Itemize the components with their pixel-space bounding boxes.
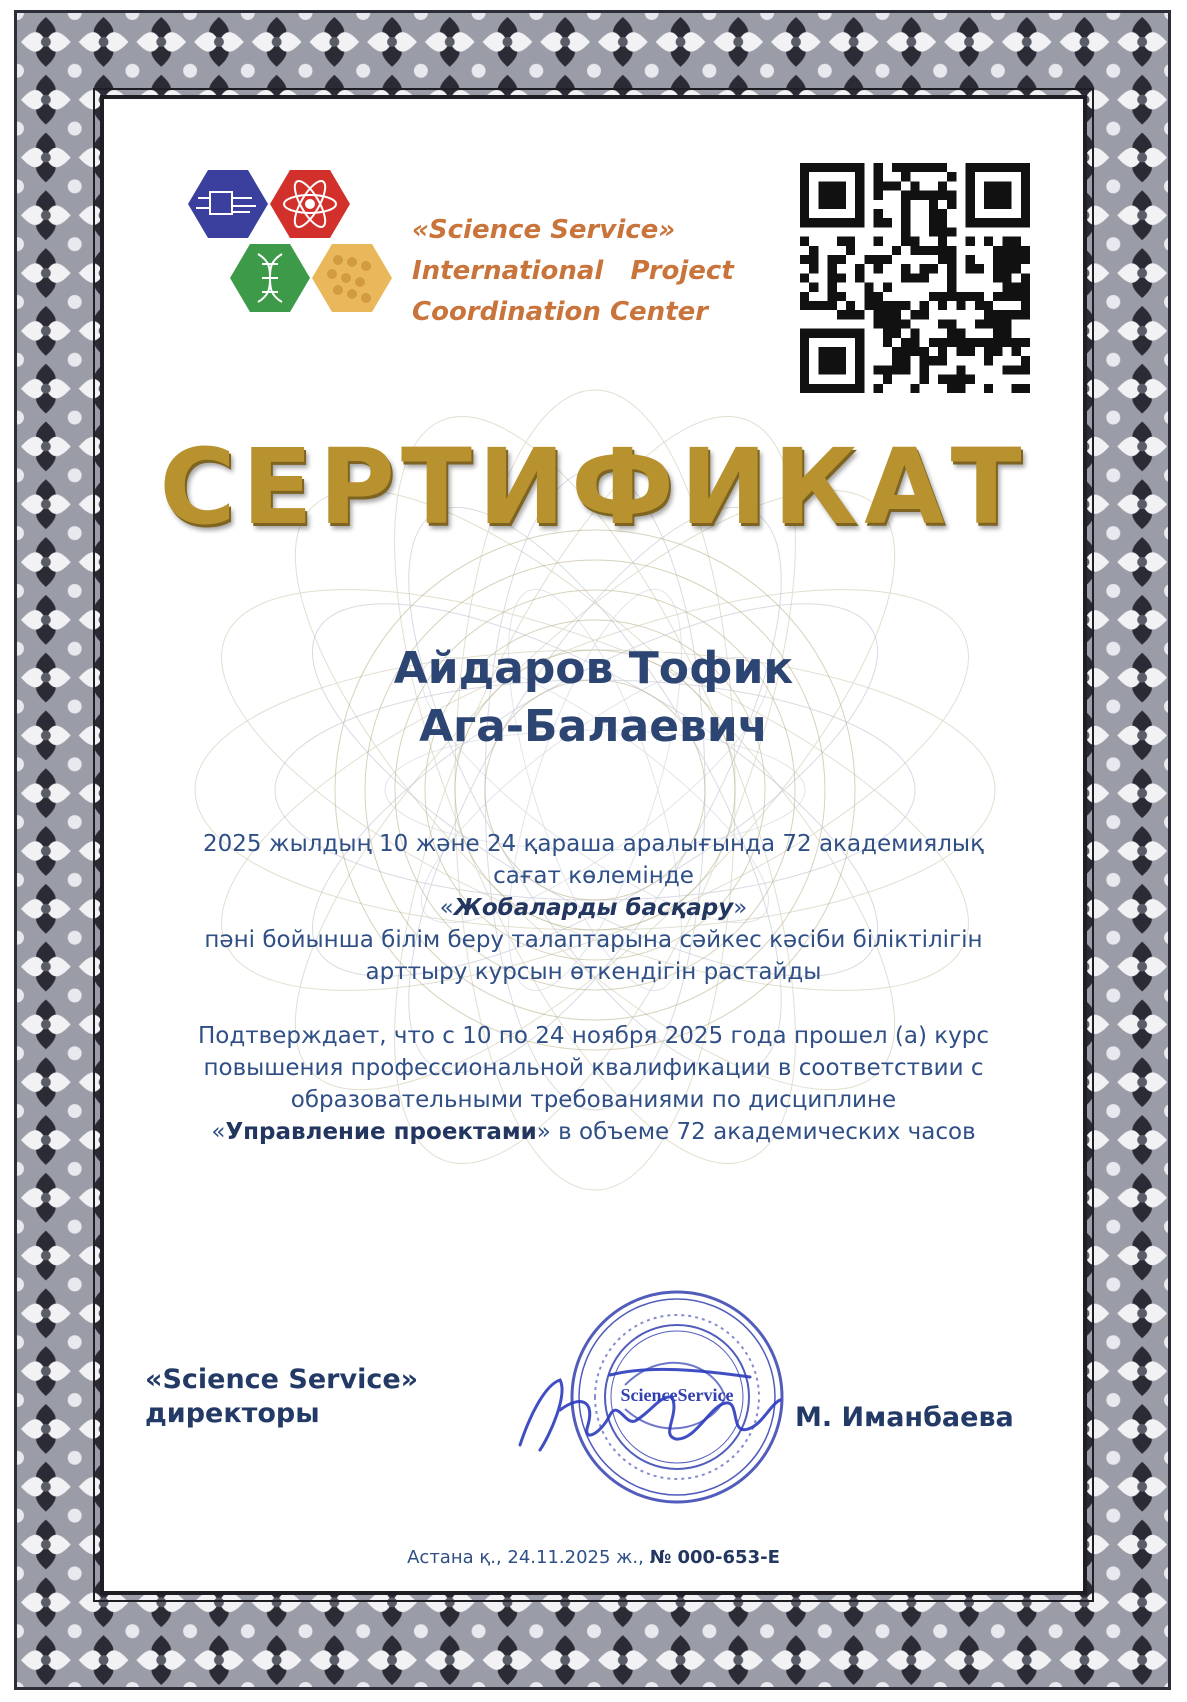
- ru-line-3: образовательными требованиями по дисциплине: [290, 1087, 897, 1113]
- kz-line-1: 2025 жылдың 10 және 24 қараша аралығында 72 академиялық: [203, 831, 984, 857]
- director-role: директоры: [145, 1398, 320, 1429]
- qr-code: [800, 163, 1030, 393]
- kz-line-4: пәні бойынша білім беру талаптарына сәйкес кәсіби біліктілігін: [204, 927, 983, 953]
- org-name-line-2: International Project: [412, 256, 734, 286]
- certificate-number: № 000-653-Е: [649, 1547, 780, 1568]
- certificate-title: СЕРТИФИКАТ: [159, 426, 1028, 548]
- ru-line-1: Подтверждает, что с 10 по 24 ноября 2025 года прошел (а) курс: [198, 1023, 989, 1049]
- handwritten-signature: [500, 1355, 820, 1465]
- recipient-name: [100, 640, 1087, 756]
- recipient-name-line-1: Айдаров Тофик: [393, 643, 794, 694]
- organization-name: [412, 210, 742, 333]
- director-label: [145, 1363, 418, 1431]
- org-name-line-1: «Science Service»: [412, 215, 676, 245]
- ru-line-2: повышения профессиональной квалификации в соответствии с: [203, 1055, 984, 1081]
- science-service-logo: [162, 160, 402, 385]
- org-name-line-3: Coordination Center: [412, 297, 709, 327]
- ru-course-name: Управление проектами: [225, 1119, 537, 1145]
- certificate-footer: [100, 1547, 1087, 1568]
- recipient-name-line-2: Ага-Балаевич: [419, 701, 768, 752]
- logo-hex-blue: [188, 170, 268, 238]
- kz-line-2: сағат көлемінде: [493, 863, 694, 889]
- kz-course-line: «Жобаларды басқару»: [439, 895, 748, 921]
- kz-line-5: арттыру курсын өткендігін растайды: [365, 959, 822, 985]
- place-and-date: Астана қ., 24.11.2025 ж.,: [407, 1547, 650, 1568]
- director-org: «Science Service»: [145, 1364, 419, 1395]
- signer-name: М. Иманбаева: [795, 1402, 1014, 1433]
- ru-course-line: «Управление проектами» в объеме 72 академических часов: [211, 1119, 976, 1145]
- stamp-center-text: ScienceService: [620, 1385, 734, 1405]
- kz-course-name: Жобаларды басқару: [453, 895, 734, 921]
- russian-confirmation-text: [130, 1020, 1057, 1148]
- logo-hex-gold: [312, 244, 392, 312]
- kazakh-confirmation-text: [130, 828, 1057, 988]
